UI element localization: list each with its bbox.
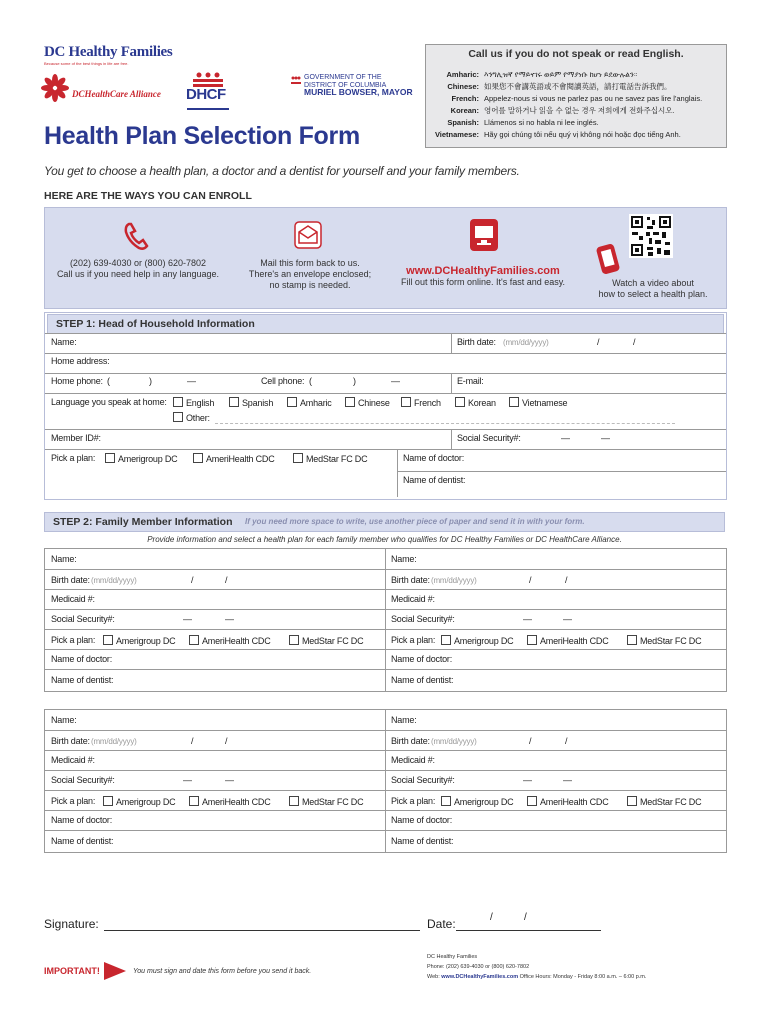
dentist-label: Name of dentist: — [391, 836, 454, 846]
plan-medstar-checkbox[interactable]: MedStar FC DC — [627, 796, 701, 807]
home-address-label: Home address: — [51, 356, 110, 366]
pick-plan-label: Pick a plan: — [391, 796, 436, 806]
intro-text: You get to choose a health plan, a doctor and a dentist for yourself and your family members. — [44, 164, 520, 178]
name-label: Name: — [391, 715, 417, 725]
step2-section — [44, 512, 725, 532]
contact-footer: DC Healthy Families Phone: (202) 639-4030 or (800) 620-7802 Web: www.DCHealthyFamilies.com Office Hours: Monday - Friday 8:00 a.m. – 6:00 p.m. — [427, 954, 647, 980]
member-id-field[interactable] — [105, 431, 445, 447]
language-korean-checkbox[interactable]: Korean — [455, 397, 496, 408]
plan-medstar-checkbox[interactable]: MedStar FC DC — [293, 453, 367, 464]
language-help-box: Call us if you do not speak or read English. Amharic: እንግሊዝኛ የማይናገሩ ወይም የማያነቡ ከሆነ ይደውሉልን። Chinese: 如果您不會講英語或不會閱讀英語，請打電話告訴我們。 French: Appelez-nous si vous ne parlez pas ou ne savez pas lire l'anglais. Korean: 영어를 말하거나 읽을 수 없는 경우 저희에게 전화주십시오. Spanish: Llámenos si no habla ni lee inglés. Vietnamese: Hãy gọi chúng tôi nếu quý vị không nói hoặc đọc tiếng Anh. — [425, 44, 727, 148]
dentist-label: Name of dentist: — [403, 475, 466, 485]
doctor-label: Name of doctor: — [403, 453, 465, 463]
family-member-block: Name: Birth date: (mm/dd/yyyy) / / Medicaid #: Social Security#: — — Pick a plan: Amerigroup DC AmeriHealth CDC MedStar FC DC Name of doctor: Name of dentist: Name: Birth date: (mm/dd/yyyy) / / Medicaid #: Social Security#: — — Pick a plan: Amerigroup DC AmeriHealth CDC MedStar FC DC Name of doctor: Name of dentist: — [44, 709, 727, 853]
language-other-checkbox[interactable]: Other: — [173, 412, 210, 423]
hoh-name-field[interactable] — [51, 335, 451, 351]
language-amharic-checkbox[interactable]: Amharic — [287, 397, 332, 408]
name-label: Name: — [51, 337, 77, 347]
step2-instructions: Provide information and select a health plan for each family member who qualifies for DC Healthy Families or DC HealthCare Alliance. — [147, 535, 622, 544]
plan-amerihealth-checkbox[interactable]: AmeriHealth CDC — [189, 796, 271, 807]
family-member-block: Name: Birth date: (mm/dd/yyyy) / / Medicaid #: Social Security#: — — Pick a plan: Amerigroup DC AmeriHealth CDC MedStar FC DC Name of doctor: Name of dentist: Name: Birth date: (mm/dd/yyyy) / / Medicaid #: Social Security#: — — Pick a plan: Amerigroup DC AmeriHealth CDC MedStar FC DC Name of doctor: Name of dentist: — [44, 548, 727, 692]
qr-code-icon[interactable] — [629, 214, 673, 258]
date-label: Date: — [427, 917, 456, 931]
doctor-label: Name of doctor: — [391, 654, 453, 664]
language-chinese-checkbox[interactable]: Chinese — [345, 397, 390, 408]
member-id-label: Member ID#: — [51, 433, 101, 443]
signature-field[interactable] — [104, 930, 420, 931]
phone-icon — [121, 220, 151, 252]
pick-plan-label: Pick a plan: — [391, 635, 436, 645]
plan-amerigroup-checkbox[interactable]: Amerigroup DC — [103, 796, 175, 807]
step1-header: STEP 1: Head of Household Information — [47, 314, 724, 334]
step2-header: STEP 2: Family Member Information If you need more space to write, use another piece of paper and send it in with your form. — [44, 512, 725, 532]
ssn-label: Social Security#: — [51, 614, 115, 624]
signature-label: Signature: — [44, 917, 99, 931]
mail-icon — [293, 220, 323, 250]
online-option: www.DCHealthyFamilies.com Fill out this form online. It's fast and easy. — [390, 266, 576, 288]
dentist-label: Name of dentist: — [51, 836, 114, 846]
birth-date-label: Birth date: — [51, 575, 90, 585]
hoh-dentist-field[interactable] — [465, 473, 721, 489]
language-label: Language you speak at home: — [51, 397, 167, 407]
mail-option: Mail this form back to us. There's an envelope enclosed; no stamp is needed. — [248, 258, 372, 290]
pick-plan-label: Pick a plan: — [51, 453, 96, 463]
enroll-options-box — [44, 207, 727, 309]
signature-date-field[interactable] — [456, 930, 601, 931]
dentist-label: Name of dentist: — [391, 675, 454, 685]
dc-flag-icon — [290, 75, 302, 97]
home-address-field[interactable] — [51, 355, 721, 371]
cell-phone-label: Cell phone: — [261, 376, 305, 386]
dc-healthy-families-logo: DC Healthy Families — [44, 44, 173, 60]
website-link[interactable]: www.DCHealthyFamilies.com — [406, 265, 560, 277]
plan-amerihealth-checkbox[interactable]: AmeriHealth CDC — [527, 796, 609, 807]
alliance-name: DCHealthCare Alliance — [72, 89, 161, 99]
plan-amerihealth-checkbox[interactable]: AmeriHealth CDC — [189, 635, 271, 646]
language-french-checkbox[interactable]: French — [401, 397, 441, 408]
plan-medstar-checkbox[interactable]: MedStar FC DC — [289, 635, 363, 646]
home-phone-field[interactable] — [105, 375, 255, 391]
language-spanish-checkbox[interactable]: Spanish — [229, 397, 273, 408]
important-note: You must sign and date this form before you send it back. — [133, 968, 312, 975]
cell-phone-field[interactable] — [307, 375, 447, 391]
plan-amerihealth-checkbox[interactable]: AmeriHealth CDC — [527, 635, 609, 646]
plan-amerigroup-checkbox[interactable]: Amerigroup DC — [103, 635, 175, 646]
hoh-doctor-field[interactable] — [465, 451, 721, 467]
language-english-checkbox[interactable]: English — [173, 397, 214, 408]
birth-date-label: Birth date: — [457, 337, 496, 347]
dentist-label: Name of dentist: — [51, 675, 114, 685]
medicaid-label: Medicaid #: — [391, 594, 435, 604]
medicaid-label: Medicaid #: — [391, 755, 435, 765]
ways-heading: HERE ARE THE WAYS YOU CAN ENROLL — [44, 190, 252, 202]
pick-plan-label: Pick a plan: — [51, 635, 96, 645]
language-vietnamese-checkbox[interactable]: Vietnamese — [509, 397, 567, 408]
birth-date-placeholder: (mm/dd/yyyy) — [503, 338, 549, 347]
email-label: E-mail: — [457, 376, 484, 386]
plan-amerigroup-checkbox[interactable]: Amerigroup DC — [441, 635, 513, 646]
alliance-logo-icon — [40, 74, 70, 102]
plan-amerigroup-checkbox[interactable]: Amerigroup DC — [105, 453, 177, 464]
step1-section: STEP 1: Head of Household Information Name: Birth date: (mm/dd/yyyy) / / Home address: Home phone: ( ) — Cell phone: ( ) — E-mail: Language you speak at home: English Spanish Amharic Chinese French Korean Vietnamese Other: Member ID#: Social Security#: — — Pick a plan: Amerigroup DC AmeriHealth CDC MedStar FC DC Name of doctor: Name of dentist: — [44, 312, 727, 500]
arrow-right-icon — [104, 962, 126, 980]
ssn-label: Social Security#: — [51, 775, 115, 785]
email-field[interactable] — [489, 375, 721, 391]
brand-tagline: Because some of the best things in life are free. — [44, 61, 129, 66]
doctor-label: Name of doctor: — [51, 654, 113, 664]
doctor-label: Name of doctor: — [391, 815, 453, 825]
ssn-label: Social Security#: — [457, 433, 521, 443]
pick-plan-label: Pick a plan: — [51, 796, 96, 806]
hoh-birth-date-field[interactable] — [455, 335, 723, 351]
ssn-label: Social Security#: — [391, 775, 455, 785]
home-phone-label: Home phone: — [51, 376, 103, 386]
footer-website-link[interactable]: www.DCHealthyFamilies.com — [441, 974, 519, 980]
important-label: IMPORTANT! — [44, 966, 100, 976]
medicaid-label: Medicaid #: — [51, 755, 95, 765]
medicaid-label: Medicaid #: — [51, 594, 95, 604]
name-label: Name: — [51, 554, 77, 564]
birth-date-label: Birth date: — [51, 736, 90, 746]
hoh-ssn-field[interactable] — [529, 431, 719, 447]
ssn-label: Social Security#: — [391, 614, 455, 624]
smartphone-icon — [596, 243, 622, 275]
page-title: Health Plan Selection Form — [44, 122, 360, 150]
phone-option: (202) 639-4030 or (800) 620-7802 Call us if you need help in any language. — [56, 258, 220, 279]
plan-medstar-checkbox[interactable]: MedStar FC DC — [627, 635, 701, 646]
dc-government-logo: GOVERNMENT OF THE DISTRICT OF COLUMBIA MURIEL BOWSER, MAYOR — [304, 74, 413, 97]
dhcf-name: DHCF — [186, 86, 226, 103]
computer-icon — [469, 218, 499, 252]
video-option: Watch a video about how to select a health plan. — [598, 278, 708, 299]
plan-medstar-checkbox[interactable]: MedStar FC DC — [289, 796, 363, 807]
other-language-field[interactable] — [215, 423, 675, 424]
name-label: Name: — [51, 715, 77, 725]
plan-amerigroup-checkbox[interactable]: Amerigroup DC — [441, 796, 513, 807]
language-help-heading: Call us if you do not speak or read English. — [468, 48, 684, 60]
birth-date-label: Birth date: — [391, 736, 430, 746]
name-label: Name: — [391, 554, 417, 564]
doctor-label: Name of doctor: — [51, 815, 113, 825]
plan-amerihealth-checkbox[interactable]: AmeriHealth CDC — [193, 453, 275, 464]
birth-date-label: Birth date: — [391, 575, 430, 585]
